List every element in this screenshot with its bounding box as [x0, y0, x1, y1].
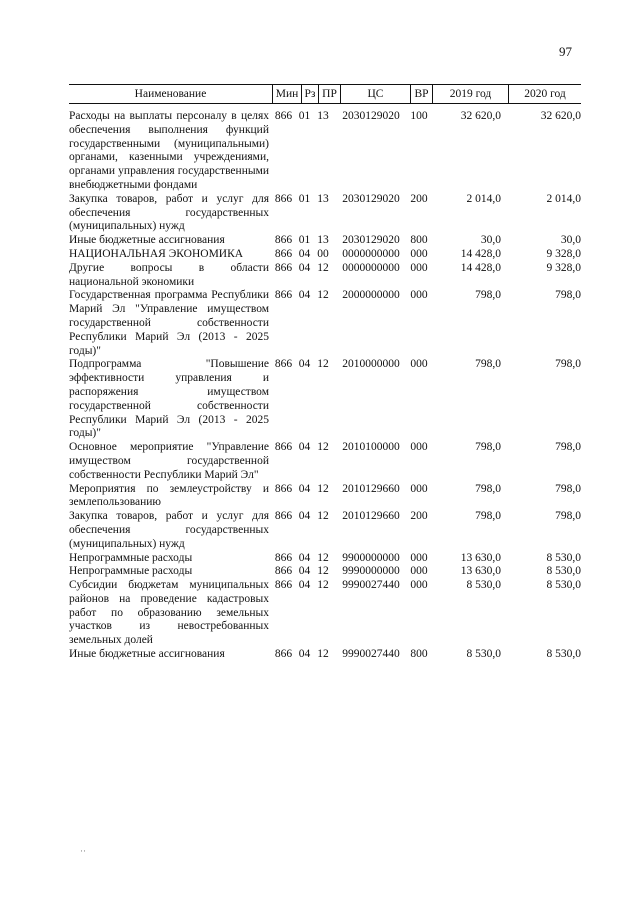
cell-cs: 2010129660 [342, 482, 400, 495]
cell-pr: 13 [317, 110, 329, 122]
cell-pr: 12 [317, 579, 329, 592]
cell-rz: 04 [298, 441, 311, 454]
cell-name: Подпрограмма "Повышение эффективности управления и распоряжения имуществом государственной собственности Республики Марий Эл (2013 - 2025 годы)" [69, 358, 269, 440]
cell-y2019: 798,0 [475, 289, 501, 302]
cell-min: 866 [274, 261, 293, 274]
cell-min: 866 [274, 441, 293, 454]
cell-name: Другие вопросы в области национальной экономики [69, 261, 269, 288]
cell-min: 866 [274, 648, 293, 661]
cell-y2019: 13 630,0 [460, 551, 501, 564]
cell-rz: 04 [298, 358, 311, 371]
header-2020: 2020 год [524, 88, 566, 100]
cell-name: Субсидии бюджетам муниципальных районов на проведение кадастровых работ по образованию земельных участков из невостребованных земельных долей [69, 579, 269, 647]
table-row [69, 510, 581, 551]
cell-rz: 04 [298, 510, 311, 523]
cell-y2019: 8 530,0 [466, 579, 501, 592]
cell-cs: 2030129020 [342, 234, 400, 247]
cell-cs: 2030129020 [342, 192, 400, 205]
cell-min: 866 [274, 565, 293, 578]
cell-min: 866 [274, 289, 293, 302]
cell-y2020: 8 530,0 [546, 648, 581, 661]
header-pr: ПР [319, 85, 341, 103]
cell-cs: 9990027440 [342, 648, 400, 661]
cell-pr: 12 [317, 551, 329, 564]
cell-pr: 12 [317, 482, 329, 495]
cell-pr: 12 [317, 510, 329, 523]
cell-name: Основное мероприятие "Управление имуществом государственной собственности Республики Марий Эл" [69, 441, 269, 481]
table-row [69, 289, 581, 358]
page-number: 97 [559, 44, 572, 59]
cell-min: 866 [274, 110, 293, 122]
cell-pr: 00 [317, 247, 329, 260]
cell-vr: 000 [410, 289, 428, 302]
cell-cs: 2000000000 [342, 289, 400, 302]
cell-y2019: 798,0 [475, 358, 501, 371]
cell-rz: 04 [298, 551, 311, 564]
cell-cs: 0000000000 [342, 261, 400, 274]
header-vr: ВР [411, 85, 433, 103]
cell-min: 866 [274, 358, 293, 371]
cell-y2019: 798,0 [475, 482, 501, 495]
cell-name: Иные бюджетные ассигнования [69, 648, 225, 661]
cell-y2020: 798,0 [555, 510, 581, 523]
cell-y2019: 14 428,0 [460, 247, 501, 260]
cell-name: Мероприятия по землеустройству и землепользованию [69, 482, 269, 509]
cell-y2020: 8 530,0 [546, 565, 581, 578]
cell-cs: 9990000000 [342, 565, 400, 578]
cell-y2020: 2 014,0 [546, 192, 581, 205]
header-min: Мин [273, 85, 302, 103]
cell-rz: 01 [298, 110, 311, 122]
table-row [69, 248, 581, 262]
header-name: Наименование [69, 85, 273, 103]
table-row [69, 483, 581, 511]
cell-pr: 12 [317, 261, 329, 274]
cell-y2019: 8 530,0 [466, 648, 501, 661]
cell-pr: 12 [317, 648, 329, 661]
cell-pr: 13 [317, 192, 329, 205]
cell-name: Иные бюджетные ассигнования [69, 234, 225, 247]
table-row [69, 441, 581, 482]
cell-min: 866 [274, 510, 293, 523]
header-rz: Рз [302, 85, 319, 103]
cell-vr: 000 [410, 565, 428, 578]
table-row [69, 262, 581, 290]
cell-vr: 000 [410, 247, 428, 260]
cell-y2020: 798,0 [555, 441, 581, 454]
cell-vr: 100 [410, 110, 428, 122]
cell-cs: 2010129660 [342, 510, 400, 523]
cell-name: Расходы на выплаты персоналу в целях обеспечения выполнения функций государственными (муниципальными) органами, казенными учреждениями, органами управления государственными внебюджетными фондами [69, 110, 269, 191]
cell-y2019: 30,0 [480, 234, 501, 247]
cell-min: 866 [274, 579, 293, 592]
cell-min: 866 [274, 482, 293, 495]
table-body [69, 104, 581, 662]
cell-pr: 12 [317, 358, 329, 371]
cell-vr: 200 [410, 510, 428, 523]
cell-name: Непрограммные расходы [69, 551, 193, 564]
cell-vr: 000 [410, 579, 428, 592]
cell-cs: 0000000000 [342, 247, 400, 260]
cell-rz: 04 [298, 261, 311, 274]
cell-cs: 2010000000 [342, 358, 400, 371]
table-row [69, 234, 581, 248]
cell-y2019: 13 630,0 [460, 565, 501, 578]
cell-y2019: 2 014,0 [466, 192, 501, 205]
table-row [69, 565, 581, 579]
cell-pr: 12 [317, 565, 329, 578]
cell-rz: 04 [298, 565, 311, 578]
cell-rz: 04 [298, 579, 311, 592]
cell-vr: 000 [410, 261, 428, 274]
scan-artifact: ·· [80, 846, 86, 856]
cell-pr: 12 [317, 441, 329, 454]
table-header [69, 84, 581, 104]
cell-y2020: 9 328,0 [546, 261, 581, 274]
cell-y2020: 8 530,0 [546, 579, 581, 592]
cell-name: Закупка товаров, работ и услуг для обеспечения государственных (муниципальных) нужд [69, 192, 269, 233]
table-row [69, 193, 581, 234]
cell-rz: 04 [298, 482, 311, 495]
cell-rz: 01 [298, 192, 311, 205]
budget-table [69, 84, 581, 662]
cell-y2020: 798,0 [555, 358, 581, 371]
cell-name: Государственная программа Республики Марий Эл "Управление имуществом государственной собственности Республики Марий Эл (2013 - 2025 годы)" [69, 289, 269, 357]
cell-min: 866 [274, 551, 293, 564]
cell-min: 866 [274, 234, 293, 247]
cell-name: Закупка товаров, работ и услуг для обеспечения государственных (муниципальных) нужд [69, 510, 269, 550]
cell-rz: 04 [298, 289, 311, 302]
cell-y2019: 32 620,0 [460, 110, 501, 122]
cell-rz: 01 [298, 234, 311, 247]
cell-vr: 000 [410, 482, 428, 495]
cell-vr: 800 [410, 234, 428, 247]
table-row [69, 110, 581, 193]
cell-name: НАЦИОНАЛЬНАЯ ЭКОНОМИКА [69, 247, 244, 260]
cell-rz: 04 [298, 648, 311, 661]
cell-cs: 9900000000 [342, 551, 400, 564]
cell-y2019: 798,0 [475, 441, 501, 454]
cell-vr: 000 [410, 358, 428, 371]
cell-pr: 12 [317, 289, 329, 302]
header-2019: 2019 год [433, 85, 509, 103]
cell-y2019: 798,0 [475, 510, 501, 523]
cell-y2020: 798,0 [555, 482, 581, 495]
cell-vr: 800 [410, 648, 428, 661]
cell-vr: 000 [410, 551, 428, 564]
cell-min: 866 [274, 247, 293, 260]
cell-y2020: 798,0 [555, 289, 581, 302]
cell-y2020: 8 530,0 [546, 551, 581, 564]
cell-min: 866 [274, 192, 293, 205]
cell-name: Непрограммные расходы [69, 565, 193, 578]
cell-cs: 2010100000 [342, 441, 400, 454]
header-cs: ЦС [341, 85, 411, 103]
cell-y2020: 30,0 [560, 234, 581, 247]
table-row [69, 648, 581, 662]
table-row [69, 579, 581, 648]
table-row [69, 358, 581, 441]
cell-rz: 04 [298, 247, 311, 260]
cell-pr: 13 [317, 234, 329, 247]
cell-y2020: 9 328,0 [546, 247, 581, 260]
cell-vr: 000 [410, 441, 428, 454]
cell-y2020: 32 620,0 [540, 110, 581, 122]
table-row [69, 552, 581, 566]
cell-cs: 9990027440 [342, 579, 400, 592]
cell-vr: 200 [410, 192, 428, 205]
cell-cs: 2030129020 [342, 110, 400, 122]
cell-y2019: 14 428,0 [460, 261, 501, 274]
